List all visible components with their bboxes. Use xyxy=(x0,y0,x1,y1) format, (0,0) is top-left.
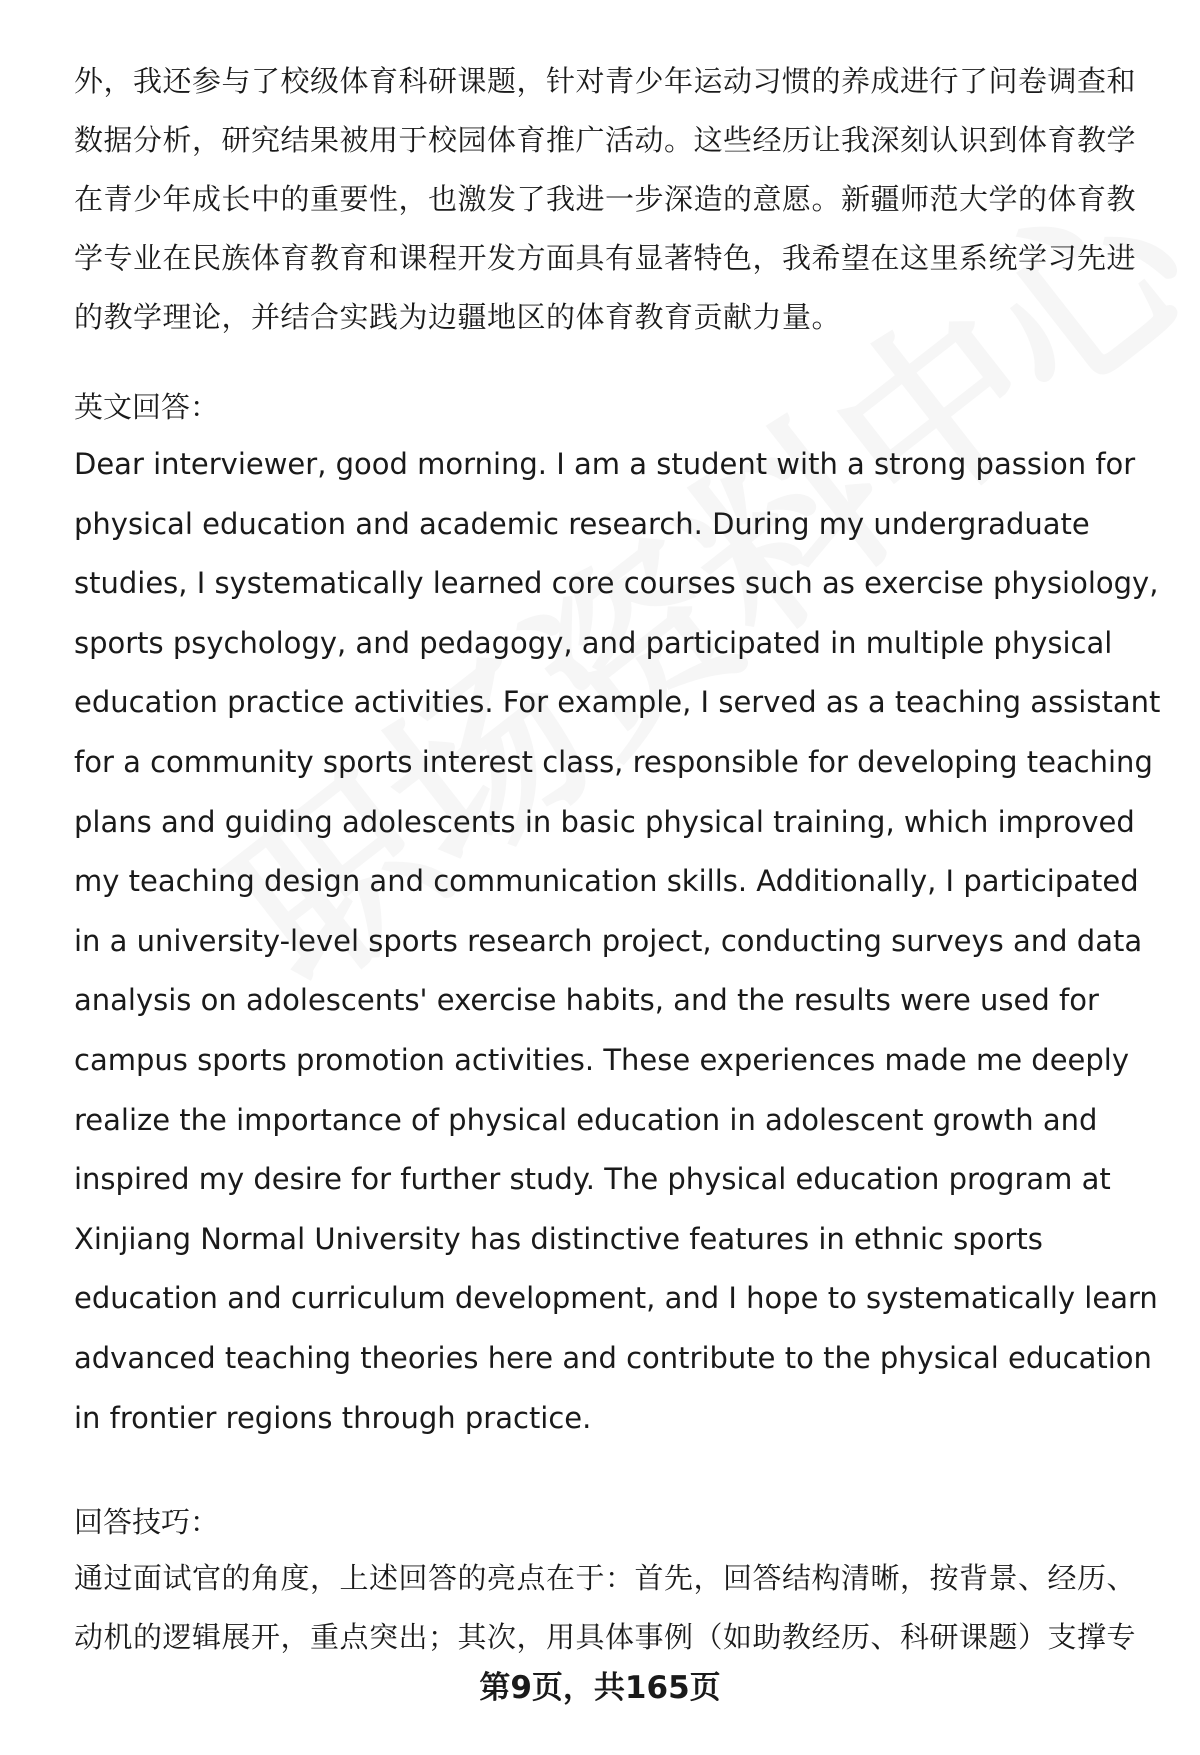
paragraph-text: Dear interviewer, good morning. I am a student with a strong passion for physical education and academic research. During my undergraduate studies, I systematically learned core courses such as exercise physiology, sports psychology, and pedagogy, and participated in multiple physical education practice activities. For example, I served as a teaching assistant for a community sports interest class, responsible for developing teaching plans and guiding adolescents in basic physical training, which improved my teaching design and communication skills. Additionally, I participated in a university-level sports research project, conducting surveys and data analysis on adolescents' exercise habits, and the results were used for campus sports promotion activities. These experiences made me deeply realize the importance of physical education in adolescent growth and inspired my desire for further study. The physical education program at Xinjiang Normal University has distinctive features in ethnic sports education and curriculum development, and I hope to systematically learn advanced teaching theories here and contribute to the physical education in frontier regions through practice. xyxy=(74,447,1161,1435)
english-answer-paragraph xyxy=(74,435,1164,1448)
paragraph-text: 通过面试官的角度，上述回答的亮点在于：首先，回答结构清晰，按背景、经历、动机的逻辑展开，重点突出；其次，用具体事例（如助教经历、科研课题）支撑专 xyxy=(74,1561,1137,1654)
section-label: 英文回答： xyxy=(74,390,220,424)
section-label: 回答技巧： xyxy=(74,1505,220,1539)
page-number: 第9页，共165页 xyxy=(479,1670,721,1706)
english-answer-heading xyxy=(74,378,1164,437)
answer-tips-heading xyxy=(74,1493,1164,1552)
chinese-paragraph-continuation xyxy=(74,52,1164,347)
answer-tips-paragraph xyxy=(74,1549,1164,1667)
paragraph-text: 外，我还参与了校级体育科研课题，针对青少年运动习惯的养成进行了问卷调查和数据分析，研究结果被用于校园体育推广活动。这些经历让我深刻认识到体育教学在青少年成长中的重要性，也激发了我进一步深造的意愿。新疆师范大学的体育教学专业在民族体育教育和课程开发方面具有显著特色，我希望在这里系统学习先进的教学理论，并结合实践为边疆地区的体育教育贡献力量。 xyxy=(74,64,1137,334)
